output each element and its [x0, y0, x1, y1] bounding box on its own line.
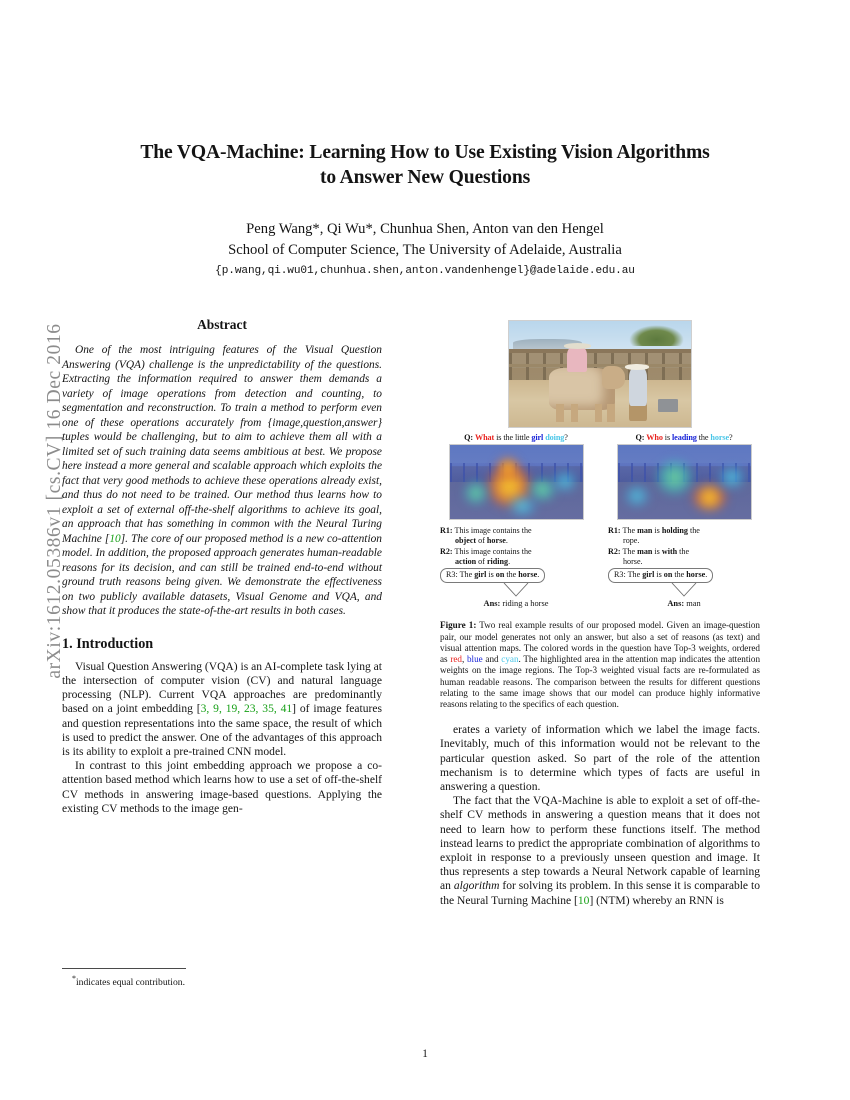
reason-r2-left-line2 [440, 557, 592, 567]
figure-caption-label: Figure 1: [440, 620, 477, 631]
r3-bold-horse: horse [518, 570, 538, 580]
reason-r1-right-line2: rope. [623, 536, 640, 546]
author-emails[interactable]: {p.wang,qi.wu01,chunhua.shen,anton.vandenhengel}@adelaide.edu.au [215, 265, 635, 277]
photo-fence-top-rail [509, 349, 691, 353]
caption-t3: and [482, 654, 502, 665]
photo-man [629, 368, 647, 406]
caption-t4: . The highlighted area in the attention map indicates the attention weights on the image regions. The Top-3 weighted visual facts are re-formulated as human readable reasons. The comparison between the results for different questions relating to the same image shows that our model can produce highly informative reasons relating to the specifics of each question. [440, 654, 761, 709]
intro-p1-b: ] of image features and question representations into the same space, the result of which is used to predict the answer. One of the advantages of this approach is its ability to exploit a pre-trained CNN model. [62, 703, 382, 759]
intro-paragraph-1 [62, 660, 382, 759]
photo-trees [629, 325, 684, 346]
photo-horse-head [602, 366, 626, 389]
photo-horse-leg [607, 404, 614, 422]
q-word-red-right: Who [646, 433, 663, 442]
reason-post: the [677, 546, 690, 556]
r3-bold-on: on [495, 570, 505, 580]
r3-pre: The [459, 570, 475, 580]
attention-blob-warm [497, 458, 518, 477]
abstract-text [62, 343, 382, 619]
reason-label: R3: [614, 570, 626, 580]
r3-mid: is [486, 570, 496, 580]
q-end-left: ? [564, 433, 568, 442]
reason-pre: The [622, 526, 638, 535]
attention-blob-cyan [508, 497, 537, 515]
abstract-part-1: One of the most intriguing features of the Visual Question Answering (VQA) challenge is the unpredictability of the questions. Extracting the information required to answer them demands a variety of image operations from detection and counting, to segmentation and reconstruction. To train a method to perform even one of these operations accurately from {image,question,answer} tuples would be challenging, but to aim to achieve them all with a limited set of such training data seems ambitious at best. We propose here instead a more general and scalable approach which exploits the fact that very good methods to achieve these operations already exist, and thus do not need to be trained. Our method thus learns how to exploit a set of external off-the-shelf algorithms to achieve its goal, an approach that has something in common with the Neural Turing Machine [ [62, 344, 382, 545]
citation-10-right[interactable]: 10 [577, 894, 590, 907]
q-word-cyan-right: horse [710, 433, 729, 442]
reason-label: R2: [608, 546, 621, 556]
reason-r1-left-line2 [440, 536, 592, 546]
abstract-heading: Abstract [197, 317, 247, 332]
right-p2-c: ] (NTM) whereby an RNN is [589, 894, 724, 907]
r3-end: . [537, 570, 540, 580]
right-p2-a: The fact that the VQA-Machine is able to exploit a set of off-the-shelf CV methods in answering a question means that it does not need to learn how to perform these functions itself. The method instead learns to predict the appropriate combination of algorithms to exploit in response to a previously unseen question and image. It thus represents a step towards a Neural Network capable of learning an [440, 795, 760, 893]
right-p2-b: for solving its problem. In this sense it is comparable to the Neural Turning Machine [ [440, 880, 760, 907]
attention-map-right [617, 444, 752, 520]
funnel-icon [671, 583, 697, 597]
affiliation: School of Computer Science, The University of Adelaide, Australia [228, 242, 622, 258]
footnote-text [62, 973, 382, 989]
r3-mid-2: the [504, 570, 519, 580]
q-mid-1-left: is the little [494, 433, 532, 442]
reason-post: the [687, 526, 700, 535]
answer-left [440, 599, 592, 608]
photo-girl-rider [567, 346, 587, 371]
r3-bold-on: on [663, 570, 673, 580]
reason-bold-holding: holding [661, 526, 688, 535]
footnote-rule [62, 968, 186, 969]
reason-r1-right [608, 526, 760, 536]
r3-pre: The [627, 570, 643, 580]
q-mid-1-right: is [662, 433, 672, 442]
intro-paragraph-2: In contrast to this joint embedding approach we propose a co-attention based method which learns how to use a set of off-the-shelf CV methods in answering image-based questions. Applying the existing CV methods to the image gen- [62, 760, 382, 815]
question-text-left [440, 433, 592, 442]
r3-end: . [705, 570, 708, 580]
question-panel-left [440, 433, 592, 608]
answer-value: riding a horse [500, 599, 549, 609]
r3-bold-girl: girl [474, 570, 487, 580]
reason-bold-man: man [637, 526, 653, 535]
q-word-red-left: What [475, 433, 495, 442]
q-word-cyan-left: doing [545, 433, 565, 442]
photo-man-hat [625, 364, 649, 369]
reason-label: R3: [446, 570, 458, 580]
attention-blob-cyan [719, 467, 746, 488]
right-p2-italic: algorithm [453, 880, 500, 893]
reason-text: This image contains the [454, 526, 532, 535]
citation-10[interactable]: 10 [109, 532, 121, 545]
q-prefix-left: Q: [464, 433, 474, 442]
answer-label: Ans: [667, 599, 685, 609]
reason-mid: is [652, 526, 662, 535]
caption-word-red: red [450, 654, 462, 665]
photo-horse-leg [556, 404, 563, 422]
q-word-blue-left: girl [531, 433, 544, 442]
section-heading-introduction: 1. Introduction [62, 635, 154, 652]
paper-title-line-1: The VQA-Machine: Learning How to Use Existing Vision Algorithms [140, 142, 710, 163]
funnel-connector-left [440, 583, 592, 597]
photo-girl-hat [564, 343, 591, 348]
reason-pre: The [622, 546, 638, 556]
page-number: 1 [422, 1048, 428, 1060]
author-list: Peng Wang*, Qi Wu*, Chunhua Shen, Anton van den Hengel [246, 221, 604, 237]
attention-blob-cyan [625, 486, 649, 505]
question-panel-right [608, 433, 760, 608]
q-prefix-right: Q: [635, 433, 645, 442]
caption-word-blue: blue [466, 654, 483, 665]
intro-p1-a: Visual Question Answering (VQA) is an AI-complete task lying at the intersection of computer vision (CV) and natural language processing (NLP). Current VQA approaches are predominantly based on a joint embedding [ [62, 660, 382, 716]
photo-fence-mid-rail [509, 364, 691, 367]
reasons-left [440, 526, 592, 583]
caption-t2: , [461, 654, 467, 665]
reason-r3-left [440, 568, 545, 583]
reason-r2-right [608, 547, 760, 557]
answer-label: Ans: [483, 599, 501, 609]
footnote [62, 968, 382, 989]
q-mid-2-right: the [696, 433, 711, 442]
citation-group-1[interactable]: 3, 9, 19, 23, 35, 41 [200, 703, 293, 716]
reason-mid: of [476, 556, 487, 566]
reason-end: . [508, 556, 511, 566]
reason-r1-left [440, 526, 592, 536]
right-paragraph-2 [440, 794, 760, 908]
reason-bold-riding: riding [486, 556, 509, 566]
attention-blob-green [529, 479, 556, 500]
right-paragraph-1: erates a variety of information which we label the image facts. Inevitably, much of this information would not be relevant to the particular question asked. So part of the role of the attention mechanism is to determine which types of facts are useful in answering a question. [440, 724, 760, 793]
figure-1 [440, 320, 760, 908]
q-end-right: ? [729, 433, 733, 442]
photo-horse-leg [595, 404, 602, 422]
attention-blob-warm [692, 485, 727, 510]
question-text-right [608, 433, 760, 442]
reason-bold-man: man [637, 546, 653, 556]
reason-end: . [505, 536, 508, 546]
photo-horse-leg [571, 404, 578, 422]
reason-text: This image contains the [454, 546, 532, 556]
photo-bucket [658, 399, 678, 412]
r3-mid: is [654, 570, 664, 580]
attention-blob-green [465, 482, 486, 504]
caption-word-cyan: cyan [501, 654, 519, 665]
paper-title-line-2: to Answer New Questions [319, 167, 531, 188]
reason-r2-left [440, 547, 592, 557]
q-word-blue-right: leading [672, 433, 697, 442]
funnel-icon [503, 583, 529, 597]
reason-mid: of [476, 536, 487, 546]
reasons-right [608, 526, 760, 583]
r3-bold-girl: girl [642, 570, 655, 580]
funnel-connector-right [608, 583, 760, 597]
reason-r2-right-line2: horse. [623, 556, 643, 566]
left-column [62, 318, 382, 816]
answer-value: man [684, 599, 701, 609]
arxiv-stamp: arXiv:1612.05386v1 [cs.CV] 16 Dec 2016 [44, 323, 65, 679]
reason-bold-with: with [661, 546, 678, 556]
footnote-marker: * [72, 974, 76, 983]
reason-bold-horse: horse [486, 536, 506, 546]
question-panels-row [440, 433, 760, 608]
reason-label: R1: [608, 526, 621, 535]
source-photo [508, 320, 692, 428]
r3-bold-horse: horse [686, 570, 706, 580]
reason-bold-object: object [455, 536, 477, 546]
figure-caption [440, 620, 760, 710]
reason-label: R1: [440, 526, 453, 535]
reason-label: R2: [440, 546, 453, 556]
reason-r3-right [608, 568, 713, 583]
r3-mid-2: the [672, 570, 687, 580]
attention-blob-cyan [553, 472, 577, 491]
abstract-part-2: ]. The core of our proposed method is a new co-attention model. In addition, the proposed approach generates human-readable reasons for its decision, and can still be trained end-to-end without ground truth reasons being given. We demonstrate the effectiveness on two publicly available datasets, Visual Genome and VQA, and show that it produces the state-of-the-art results in both cases. [62, 532, 382, 618]
title-block [95, 140, 755, 277]
answer-right [608, 599, 760, 608]
attention-map-left [449, 444, 584, 520]
footnote-label: indicates equal contribution. [76, 977, 185, 989]
reason-bold-action: action [455, 556, 477, 566]
page-title [95, 140, 755, 190]
reason-mid: is [652, 546, 662, 556]
caption-t1: Two real example results of our proposed model. Given an image-question pair, our model generates not only an answer, but also a set of reasons (as text) and visual attention maps. The colored words in the question have Top-3 weights, ordered as [440, 620, 760, 665]
attention-blob-green [657, 461, 692, 494]
